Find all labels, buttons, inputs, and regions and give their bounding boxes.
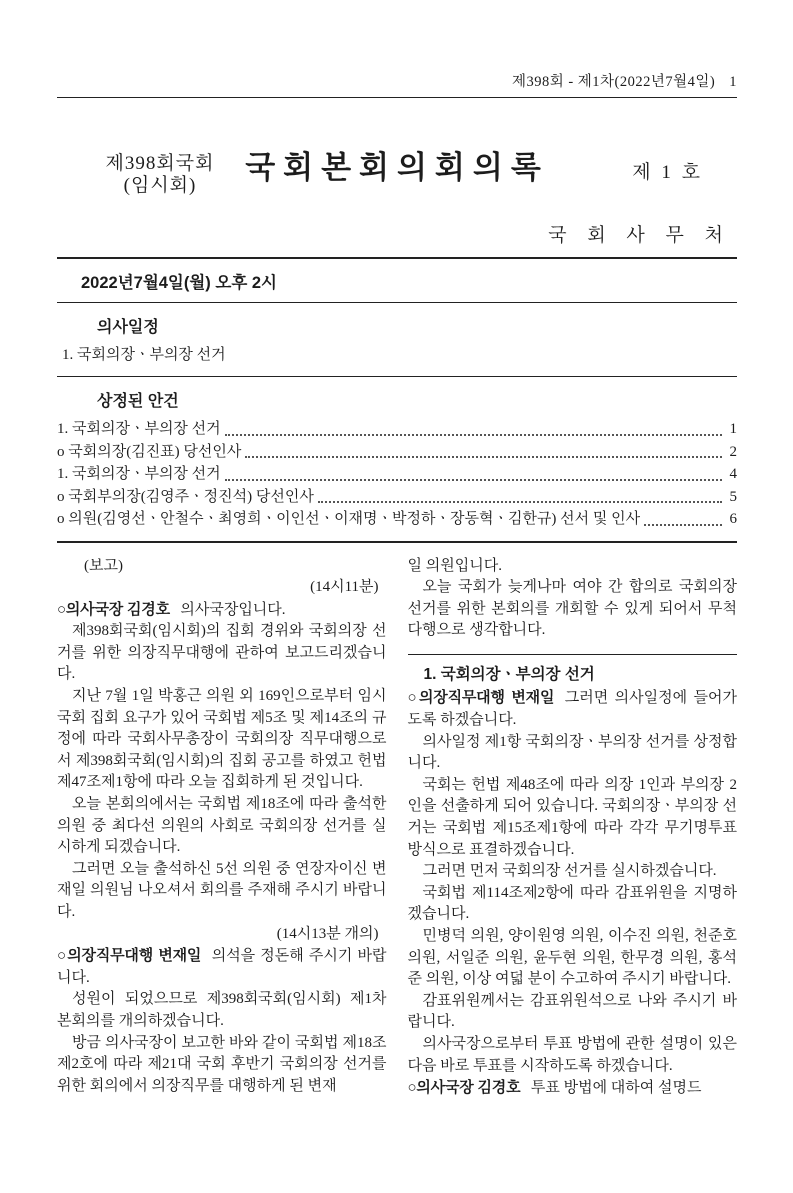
speech-text: 그러면 의사일정에 들어가도록 하겠습니다. xyxy=(407,690,737,729)
toc-dotted-leader xyxy=(225,434,722,436)
toc-label: o 국회의장(김진표) 당선인사 xyxy=(57,443,242,460)
stage-note: (보고) xyxy=(84,557,123,574)
speech-paragraph: 감표위원께서는 감표위원석으로 나와 주시기 바랍니다. xyxy=(407,992,737,1031)
toc-label: o 의원(김영선ㆍ안철수ㆍ최영희ㆍ이인선ㆍ이재명ㆍ박정하ㆍ장동혁ㆍ김한규) 선서 및 인사 xyxy=(57,511,641,527)
speech-paragraph: 민병덕 의원, 양이원영 의원, 이수진 의원, 천준호 의원, 서일준 의원, 윤두현 의원, 한무경 의원, 홍석준 의원, 이상 여덟 분이 수고하여 주시기 바랍니다. xyxy=(407,928,737,988)
speaker-paragraph xyxy=(57,945,387,989)
issuing-office: 국 회 사 무 처 xyxy=(57,220,737,259)
masthead xyxy=(57,142,737,206)
toc-row xyxy=(57,486,737,509)
speech-paragraph: 국회는 헌법 제48조에 따라 의장 1인과 부의장 2인을 선출하게 되어 있습니다. 국회의장ㆍ부의장 선거는 국회법 제15조제1항에 따라 각각 무기명투표 방식으로 표결하겠습니다. xyxy=(407,776,737,858)
toc-page-number: 4 xyxy=(729,466,737,482)
page-number: 1 xyxy=(729,74,737,90)
agenda-item: 1. 국회의장ㆍ부의장 선거 xyxy=(62,347,226,363)
toc-dotted-leader xyxy=(245,456,722,458)
toc-page-number: 5 xyxy=(729,488,737,505)
agenda-item-heading: 1. 국회의장ㆍ부의장 선거 xyxy=(423,665,595,683)
submitted-items-section xyxy=(57,377,737,543)
toc-dotted-leader xyxy=(318,501,722,503)
speaker-paragraph xyxy=(408,687,738,731)
issue-number: 제 1 호 xyxy=(632,162,703,183)
transcript-body xyxy=(57,556,737,1131)
running-head xyxy=(57,70,737,98)
speaker-name: ○의사국장 김경호 xyxy=(57,600,170,618)
agenda-section xyxy=(57,303,737,377)
speaker-paragraph xyxy=(408,1077,738,1100)
assembly-session-line2: (임시회) xyxy=(123,175,197,196)
speaker-name: ○의장직무대행 변재일 xyxy=(407,689,555,707)
agenda-heading: 의사일정 xyxy=(97,319,159,336)
document-title: 국회본회의회의록 xyxy=(245,150,549,185)
toc-label: o 국회부의장(김영주ㆍ정진석) 당선인사 xyxy=(57,488,314,505)
toc-label: 1. 국회의장ㆍ부의장 선거 xyxy=(57,466,221,482)
speech-paragraph: 방금 의사국장이 보고한 바와 같이 국회법 제18조제2호에 따라 제21대 국회 후반기 국회의장 선거를 위한 회의에서 의장직무를 대행하게 된 변재 xyxy=(57,1034,387,1094)
time-note: (14시11분) xyxy=(310,579,379,596)
speech-paragraph: 지난 7월 1일 박홍근 의원 외 169인으로부터 임시국회 집회 요구가 있어 국회법 제5조 및 제14조의 규정에 따라 국회사무총장이 국회의장 직무대행으로서 제398회국회(임시회)의 집회 공고를 하였고 헌법 제47조제1항에 따라 오늘 집회하게 된 것입니다. xyxy=(57,688,387,791)
toc-dotted-leader xyxy=(644,524,722,526)
transcript-right-column xyxy=(408,556,738,1131)
speaker-name: ○의장직무대행 변재일 xyxy=(57,947,202,965)
assembly-session-line1: 제398회국회 xyxy=(105,153,215,174)
speech-paragraph: 성원이 되었으므로 제398회국회(임시회) 제1차 본회의를 개의하겠습니다. xyxy=(57,991,387,1029)
speaker-name: ○의사국장 김경호 xyxy=(407,1079,521,1097)
meeting-datetime: 2022년7월4일(월) 오후 2시 xyxy=(57,259,737,303)
speech-paragraph: 의사일정 제1항 국회의장ㆍ부의장 선거를 상정합니다. xyxy=(407,733,737,772)
transcript-left-column xyxy=(57,556,387,1131)
column-section-divider xyxy=(408,654,738,655)
toc-row xyxy=(57,441,737,464)
toc-page-number: 1 xyxy=(729,421,737,437)
speech-paragraph: 오늘 국회가 늦게나마 여야 간 합의로 국회의장 선거를 위한 본회의를 개회할 수 있게 되어서 무척 다행으로 생각합니다. xyxy=(407,579,737,639)
speech-continuation: 일 의원입니다. xyxy=(407,557,502,574)
speech-paragraph: 국회법 제114조제2항에 따라 감표위원을 지명하겠습니다. xyxy=(407,884,737,923)
speech-paragraph: 그러면 먼저 국회의장 선거를 실시하겠습니다. xyxy=(422,863,717,880)
speech-paragraph: 그러면 오늘 출석하신 5선 의원 중 연장자이신 변재일 의원님 나오셔서 회의를 주재해 주시기 바랍니다. xyxy=(57,860,387,920)
speaker-paragraph xyxy=(57,599,387,622)
speech-text: 의석을 정돈해 주시기 바랍니다. xyxy=(57,948,387,986)
running-head-session: 제398회 - 제1차(2022년7월4일) xyxy=(511,74,716,90)
toc-label: 1. 국회의장ㆍ부의장 선거 xyxy=(57,421,221,437)
speech-text: 의사국장입니다. xyxy=(180,601,286,618)
speech-text: 투표 방법에 대하여 설명드 xyxy=(530,1080,702,1097)
toc-dotted-leader xyxy=(225,479,722,481)
time-note: (14시13분 개의) xyxy=(276,925,379,942)
toc-row xyxy=(57,463,737,486)
toc-row xyxy=(57,418,737,441)
submitted-items-heading: 상정된 안건 xyxy=(97,393,179,410)
toc-page-number: 6 xyxy=(729,511,737,527)
toc-row xyxy=(57,508,737,531)
toc-page-number: 2 xyxy=(729,443,737,460)
speech-paragraph: 제398회국회(임시회)의 집회 경위와 국회의장 선거를 위한 의장직무대행에 관하여 보고드리겠습니다. xyxy=(57,623,387,683)
document-page xyxy=(0,70,793,1131)
speech-paragraph: 의사국장으로부터 투표 방법에 관한 설명이 있은 다음 바로 투표를 시작하도록 하겠습니다. xyxy=(407,1035,737,1074)
speech-paragraph: 오늘 본회의에서는 국회법 제18조에 따라 출석한 의원 중 최다선 의원의 사회로 국회의장 선거를 실시하게 되겠습니다. xyxy=(57,796,387,856)
